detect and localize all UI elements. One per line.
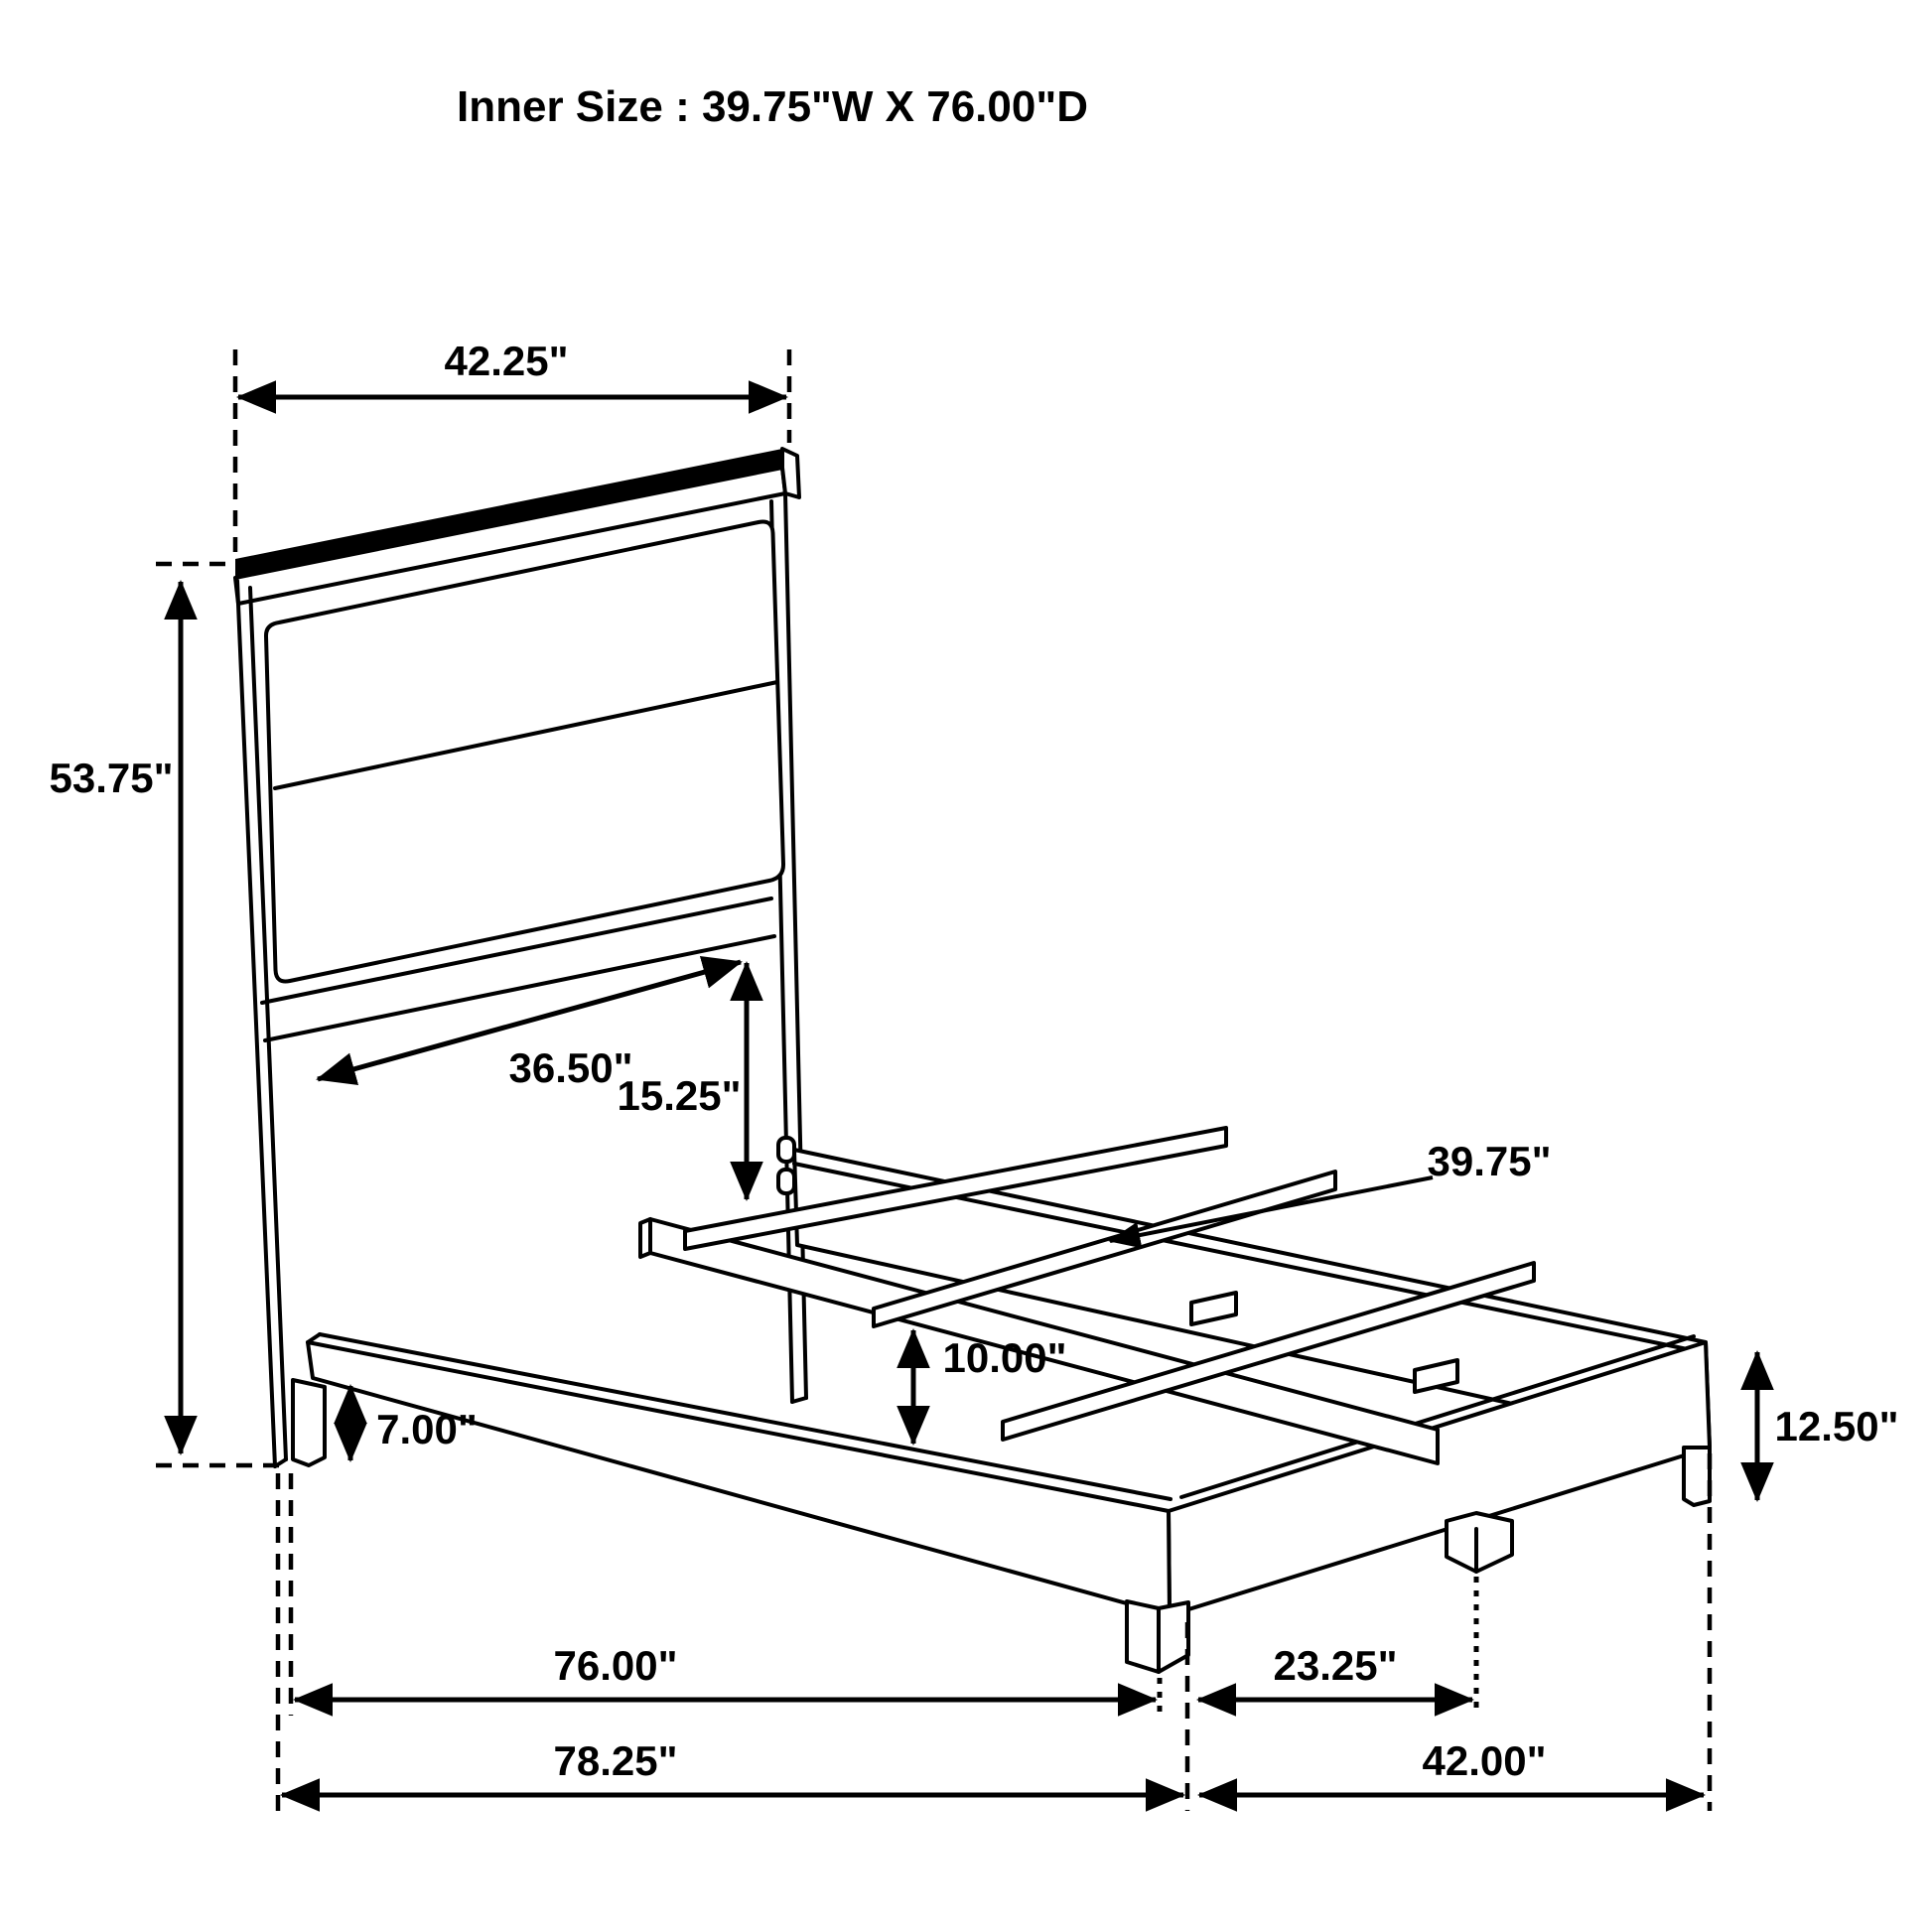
bed-frame-drawing bbox=[293, 1128, 1710, 1672]
dim-label-overall-width: 42.00" bbox=[1422, 1737, 1547, 1784]
headboard-right-leg-bottom bbox=[792, 1398, 806, 1402]
center-support-rail-end-cap bbox=[640, 1219, 650, 1257]
dim-label-inner-length: 76.00" bbox=[553, 1642, 678, 1689]
dim-label-panel-height: 15.25" bbox=[617, 1072, 742, 1119]
foot-middle-leg bbox=[1447, 1513, 1512, 1572]
dim-side-rail-height bbox=[1757, 1352, 1899, 1500]
headboard-drawing bbox=[235, 449, 806, 1466]
dim-label-support-height: 10.00" bbox=[942, 1334, 1067, 1381]
rail-bracket-hook-upper bbox=[778, 1138, 794, 1162]
dim-panel-height bbox=[617, 963, 747, 1199]
dim-label-headboard-width: 42.25" bbox=[444, 338, 569, 384]
dim-headboard-height bbox=[49, 564, 288, 1465]
headboard-crown-end bbox=[782, 449, 799, 497]
dim-label-headboard-height: 53.75" bbox=[49, 755, 174, 801]
dim-foot-leg-inset bbox=[1198, 1577, 1476, 1716]
rail-bracket-hook-lower bbox=[778, 1170, 794, 1193]
near-head-leg bbox=[293, 1380, 325, 1465]
page-title: Inner Size : 39.75"W X 76.00"D bbox=[457, 82, 1088, 131]
dim-label-foot-leg-inset: 23.25" bbox=[1273, 1642, 1398, 1689]
leader-arrow bbox=[1110, 1177, 1433, 1241]
dim-label-side-rail-height: 12.50" bbox=[1774, 1403, 1899, 1449]
near-side-rail-end-edge bbox=[308, 1334, 320, 1342]
dim-label-under-clearance: 7.00" bbox=[376, 1406, 478, 1452]
dim-label-headboard-inner-width: 36.50" bbox=[508, 1044, 633, 1091]
dim-label-slat-length: 39.75" bbox=[1427, 1138, 1552, 1184]
foot-right-leg bbox=[1684, 1448, 1710, 1505]
near-side-rail bbox=[308, 1342, 1170, 1615]
dim-label-overall-length: 78.25" bbox=[553, 1737, 678, 1784]
